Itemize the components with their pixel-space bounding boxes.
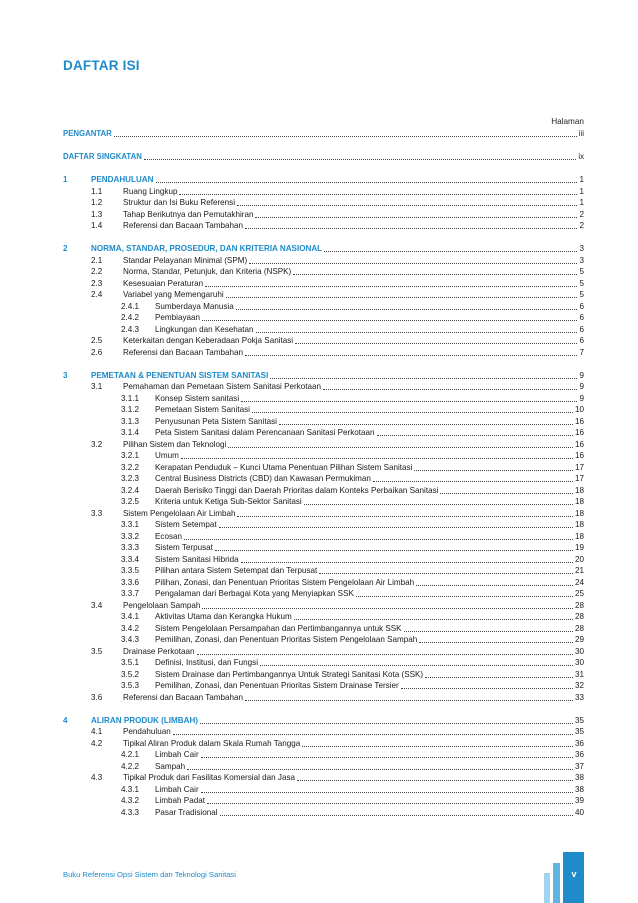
toc-entry-page: 33 — [574, 692, 584, 702]
toc-entry-page: 36 — [574, 738, 584, 748]
toc-entry-number: 3.3.2 — [121, 531, 140, 541]
toc-entry-label: Pasar Tradisional — [155, 807, 218, 817]
toc-entry-label: Sistem Setempat — [155, 520, 217, 529]
toc-entry-label: Pilihan, Zonasi, dan Penentuan Prioritas Sistem Pengelolaan Air Limbah — [155, 577, 415, 587]
toc-entry-page: 18 — [574, 508, 584, 518]
toc-entry-number: 3.2.2 — [121, 462, 140, 472]
toc-entry[interactable] — [63, 748, 584, 760]
toc-entry-page: 28 — [574, 600, 584, 610]
toc-entry-page: 38 — [574, 773, 584, 782]
toc-entry[interactable] — [63, 610, 584, 622]
toc-entry-number: 1.3 — [91, 209, 103, 219]
toc-entry-number: 2.6 — [91, 347, 103, 357]
toc-entry[interactable] — [63, 645, 584, 657]
toc-entry[interactable] — [63, 725, 584, 737]
toc-leader-dots — [201, 756, 573, 758]
toc-entry-page: 36 — [574, 750, 584, 759]
toc-entry-number: 3.1.2 — [121, 405, 140, 414]
toc-leader-dots — [179, 193, 577, 195]
toc-leader-dots — [414, 469, 573, 471]
toc-entry-page: 18 — [574, 531, 584, 541]
toc-entry[interactable] — [63, 311, 584, 323]
toc-entry[interactable] — [63, 691, 584, 703]
toc-entry[interactable] — [63, 530, 584, 542]
toc-entry-number: 3.4.3 — [121, 635, 140, 644]
toc-entry-number: 3.3.4 — [121, 554, 140, 564]
toc-entry-label: Referensi dan Bacaan Tambahan — [123, 692, 243, 702]
toc-entry-page: 16 — [574, 451, 584, 460]
halaman-label: Halaman — [551, 117, 584, 126]
toc-leader-dots — [197, 653, 573, 655]
toc-entry[interactable] — [63, 541, 584, 553]
toc-entry[interactable] — [63, 495, 584, 507]
toc-leader-dots — [440, 492, 573, 494]
toc-leader-dots — [319, 572, 573, 574]
toc-leader-dots — [324, 250, 577, 252]
toc-entry-page: 20 — [574, 554, 584, 564]
toc-entry-label: Pemilihan, Zonasi, dan Penentuan Prioritas Sistem Pengelolaan Sampah — [155, 635, 418, 644]
toc-leader-dots — [200, 722, 573, 724]
toc-entry-number: 2.4.3 — [121, 324, 140, 334]
toc-entry[interactable] — [63, 265, 584, 277]
toc-leader-dots — [245, 699, 573, 701]
toc-entry-page: 18 — [574, 520, 584, 529]
toc-entry-page: 3 — [579, 255, 584, 265]
toc-entry-label: Pilihan Sistem dan Teknologi — [123, 439, 227, 449]
toc-entry[interactable] — [63, 507, 584, 519]
toc-entry-number: 1.2 — [91, 198, 103, 207]
toc-entry[interactable] — [63, 438, 584, 450]
toc-leader-dots — [404, 630, 573, 632]
toc-entry-label: Pendahuluan — [123, 727, 171, 736]
toc-entry-page: 5 — [579, 267, 584, 276]
toc-entry-page: 31 — [574, 669, 584, 679]
toc-entry-label: Ruang Lingkup — [123, 186, 178, 196]
toc-entry-number: 3.5.1 — [121, 658, 140, 667]
toc-entry-page: 24 — [574, 577, 584, 587]
toc-leader-dots — [304, 503, 573, 505]
toc-entry-page: 25 — [574, 589, 584, 598]
toc-entry-page: 39 — [574, 796, 584, 805]
toc-entry-number: 3.3 — [91, 508, 103, 518]
toc-entry-page: 29 — [574, 635, 584, 644]
toc-leader-dots — [184, 538, 573, 540]
toc-entry-label: Sistem Pengelolaan Air Limbah — [123, 508, 236, 518]
toc-leader-dots — [228, 446, 573, 448]
toc-leader-dots — [295, 342, 577, 344]
toc-entry[interactable] — [63, 449, 584, 461]
toc-entry-page: 2 — [579, 209, 584, 219]
toc-entry[interactable] — [63, 737, 584, 749]
toc-leader-dots — [252, 411, 573, 413]
toc-entry-label: Drainase Perkotaan — [123, 646, 195, 656]
toc-entry-number: 3.6 — [91, 692, 103, 702]
toc-entry-number: 3.3.7 — [121, 589, 140, 598]
toc-leader-dots — [293, 273, 577, 275]
toc-entry[interactable] — [63, 472, 584, 484]
toc-entry-label: Limbah Padat — [155, 796, 205, 805]
toc-entry-number: 4.3 — [91, 773, 103, 782]
toc-entry-number: 1 — [63, 175, 68, 184]
toc-entry-label: Kriteria untuk Ketiga Sub-Sektor Sanitasi — [155, 497, 302, 506]
toc-entry-label: ALIRAN PRODUK (LIMBAH) — [91, 715, 199, 725]
toc-entry-label: Pengalaman dari Berbagai Kota yang Menyiapkan SSK — [155, 589, 354, 598]
toc-entry-number: 3.4.2 — [121, 623, 140, 633]
toc-entry[interactable] — [63, 656, 584, 668]
toc-entry-label: Peta Sistem Sanitasi dalam Perencanaan Sanitasi Perkotaan — [155, 428, 375, 437]
toc-leader-dots — [202, 319, 577, 321]
toc-entry[interactable] — [63, 323, 584, 335]
toc-entry-label: Aktivitas Utama dan Kerangka Hukum — [155, 612, 292, 621]
toc-entry[interactable] — [63, 484, 584, 496]
toc-entry[interactable] — [63, 633, 584, 645]
toc-entry-number: 2.1 — [91, 255, 103, 265]
toc-entry-label: Central Business Districts (CBD) dan Kawasan Permukiman — [155, 474, 371, 483]
toc-entry-number: 3.4 — [91, 600, 103, 610]
toc-entry[interactable] — [63, 150, 584, 162]
toc-entry-number: 2.2 — [91, 267, 103, 276]
toc-entry[interactable] — [63, 300, 584, 312]
toc-entry[interactable] — [63, 760, 584, 772]
toc-entry-label: Referensi dan Bacaan Tambahan — [123, 347, 243, 357]
toc-entry-page: 9 — [579, 393, 584, 403]
toc-entry[interactable] — [63, 173, 584, 185]
toc-entry-number: 3.3.3 — [121, 543, 140, 552]
toc-leader-dots — [260, 664, 573, 666]
toc-entry-number: 3.4.1 — [121, 612, 140, 621]
toc-entry-label: Tipikal Produk dari Fasilitas Komersial dan Jasa — [123, 773, 295, 782]
toc-entry[interactable] — [63, 380, 584, 392]
toc-entry-number: 3.1.1 — [121, 393, 140, 403]
toc-entry-label: Sistem Sanitasi Hibrida — [155, 554, 239, 564]
toc-entry-page: 1 — [579, 186, 584, 196]
toc-entry[interactable] — [63, 392, 584, 404]
toc-entry-label: Ecosan — [155, 531, 182, 541]
toc-leader-dots — [416, 584, 573, 586]
toc-entry-page: 5 — [579, 290, 584, 299]
toc-entry-label: Definisi, Institusi, dan Fungsi — [155, 658, 259, 667]
toc-leader-dots — [156, 181, 578, 183]
toc-entry-label: PENGANTAR — [63, 129, 112, 138]
toc-leader-dots — [219, 526, 573, 528]
toc-entry[interactable] — [63, 254, 584, 266]
toc-entry[interactable] — [63, 461, 584, 473]
toc-entry-number: 4 — [63, 715, 68, 725]
toc-leader-dots — [207, 802, 573, 804]
toc-entry-number: 1.4 — [91, 221, 103, 230]
toc-entry-page: 7 — [579, 347, 584, 357]
toc-leader-dots — [205, 285, 577, 287]
toc-entry[interactable] — [63, 587, 584, 599]
toc-entry-number: 3.1.3 — [121, 416, 140, 426]
toc-leader-dots — [226, 296, 578, 298]
toc-leader-dots — [279, 423, 573, 425]
toc-leader-dots — [202, 607, 573, 609]
toc-entry-number: 3.1 — [91, 382, 103, 391]
toc-leader-dots — [173, 733, 573, 735]
toc-entry-page: ix — [578, 152, 584, 161]
toc-entry[interactable] — [63, 127, 584, 139]
toc-entry-label: PENDAHULUAN — [91, 175, 154, 184]
toc-entry[interactable] — [63, 553, 584, 565]
toc-entry-number: 4.2.2 — [121, 761, 140, 771]
toc-entry-page: 35 — [574, 715, 584, 725]
toc-entry-number: 4.2.1 — [121, 750, 140, 759]
toc-entry-number: 2.4 — [91, 290, 103, 299]
toc-entry-number: 3.5.3 — [121, 681, 140, 690]
toc-entry-label: DAFTAR SINGKATAN — [63, 152, 142, 161]
toc-entry-label: Pemilihan, Zonasi, dan Penentuan Prioritas Sistem Drainase Tersier — [155, 681, 399, 690]
toc-entry-page: 32 — [574, 681, 584, 690]
toc-entry-label: Tahap Berikutnya dan Pemutakhiran — [123, 209, 254, 219]
toc-entry-label: Standar Pelayanan Minimal (SPM) — [123, 255, 248, 265]
toc-entry[interactable] — [63, 564, 584, 576]
toc-entry-label: Variabel yang Memengaruhi — [123, 290, 224, 299]
toc-entry-page: 21 — [574, 566, 584, 575]
toc-entry-page: 5 — [579, 278, 584, 288]
toc-entry-page: 3 — [579, 244, 584, 253]
toc-entry[interactable] — [63, 576, 584, 588]
toc-leader-dots — [419, 641, 573, 643]
toc-entry-number: 2.4.2 — [121, 313, 140, 322]
toc-leader-dots — [245, 227, 577, 229]
toc-entry[interactable] — [63, 403, 584, 415]
toc-entry-page: 28 — [574, 623, 584, 633]
toc-leader-dots — [323, 388, 578, 390]
toc-entry-label: PEMETAAN & PENENTUAN SISTEM SANITASI — [91, 370, 269, 380]
toc-entry-number: 4.1 — [91, 727, 103, 736]
toc-entry-label: Pembiayaan — [155, 313, 200, 322]
toc-entry[interactable] — [63, 518, 584, 530]
toc-entry-page: 9 — [579, 370, 584, 380]
toc-leader-dots — [187, 768, 573, 770]
toc-entry-label: Referensi dan Bacaan Tambahan — [123, 221, 243, 230]
toc-entry-page: 30 — [574, 658, 584, 667]
toc-entry[interactable] — [63, 288, 584, 300]
toc-leader-dots — [215, 549, 573, 551]
toc-entry-number: 3.5.2 — [121, 669, 140, 679]
toc-entry-label: Pilihan antara Sistem Setempat dan Terpusat — [155, 566, 318, 575]
toc-leader-dots — [270, 377, 577, 379]
toc-entry-label: Konsep Sistem sanitasi — [155, 393, 240, 403]
toc-entry-number: 4.2 — [91, 738, 103, 748]
deco-bar-light — [544, 873, 550, 903]
toc-entry-page: 30 — [574, 646, 584, 656]
toc-leader-dots — [294, 618, 573, 620]
toc-entry-number: 3.2.1 — [121, 451, 140, 460]
toc-entry-page: 16 — [574, 416, 584, 426]
toc-entry[interactable] — [63, 599, 584, 611]
toc-entry[interactable] — [63, 668, 584, 680]
toc-entry-number: 2.4.1 — [121, 301, 140, 311]
toc-leader-dots — [241, 561, 573, 563]
toc-leader-dots — [373, 480, 573, 482]
toc-entry-label: Pengelolaan Sampah — [123, 600, 201, 610]
toc-entry[interactable] — [63, 277, 584, 289]
toc-entry-page: 1 — [579, 198, 584, 207]
toc-leader-dots — [249, 262, 577, 264]
toc-entry-label: Struktur dan Isi Buku Referensi — [123, 198, 236, 207]
toc-entry-label: Norma, Standar, Petunjuk, dan Kriteria (NSPK) — [123, 267, 292, 276]
toc-leader-dots — [237, 515, 573, 517]
toc-entry-number: 4.3.1 — [121, 784, 140, 794]
toc-entry-number: 2.5 — [91, 336, 103, 345]
toc-entry-page: 38 — [574, 784, 584, 794]
toc-entry-label: Pemetaan Sistem Sanitasi — [155, 405, 250, 414]
toc-entry-page: 35 — [574, 727, 584, 736]
toc-entry-label: Sumberdaya Manusia — [155, 301, 234, 311]
toc-entry[interactable] — [63, 196, 584, 208]
toc-entry-label: Pemahaman dan Pemetaan Sistem Sanitasi Perkotaan — [123, 382, 321, 391]
toc-entry-page: 6 — [579, 313, 584, 322]
toc-leader-dots — [256, 331, 578, 333]
toc-entry[interactable] — [63, 334, 584, 346]
toc-entry-number: 3.3.5 — [121, 566, 140, 575]
toc-leader-dots — [236, 308, 578, 310]
toc-leader-dots — [220, 814, 573, 816]
toc-entry-label: Sistem Pengelolaan Persampahan dan Pertimbangannya untuk SSK — [155, 623, 402, 633]
toc-entry[interactable] — [63, 783, 584, 795]
toc-entry[interactable] — [63, 346, 584, 358]
toc-entry-number: 2 — [63, 244, 68, 253]
toc-entry-page: 6 — [579, 301, 584, 311]
toc-entry-label: Kesesuaian Peraturan — [123, 278, 204, 288]
toc-leader-dots — [241, 400, 577, 402]
toc-entry-number: 1.1 — [91, 186, 103, 196]
toc-entry-page: 2 — [579, 221, 584, 230]
toc-entry-label: Umum — [155, 451, 179, 460]
toc-entry-number: 3.2.4 — [121, 485, 140, 495]
toc-entry-label: Sampah — [155, 761, 186, 771]
toc-entry-number: 3.1.4 — [121, 428, 140, 437]
toc-entry-label: Sistem Drainase dan Pertimbangannya Untuk Strategi Sanitasi Kota (SSK) — [155, 669, 424, 679]
toc-leader-dots — [181, 457, 573, 459]
toc-entry-page: 17 — [574, 462, 584, 472]
toc-entry-page: 6 — [579, 324, 584, 334]
toc-leader-dots — [144, 158, 577, 160]
toc-entry-number: 3.2.3 — [121, 474, 140, 483]
toc-entry-label: Daerah Berisiko Tinggi dan Daerah Prioritas dalam Konteks Perbaikan Sanitasi — [155, 485, 439, 495]
deco-bar-mid — [553, 863, 560, 903]
toc-entry-label: Limbah Cair — [155, 750, 199, 759]
toc-entry[interactable] — [63, 415, 584, 427]
toc-entry[interactable] — [63, 208, 584, 220]
toc-entry-page: 6 — [579, 336, 584, 345]
toc-leader-dots — [377, 434, 573, 436]
toc-entry[interactable] — [63, 622, 584, 634]
toc-entry-page: 16 — [574, 439, 584, 449]
page-number: v — [571, 869, 577, 879]
toc-entry[interactable] — [63, 219, 584, 231]
toc-leader-dots — [302, 745, 573, 747]
toc-entry-label: Limbah Cair — [155, 784, 199, 794]
toc-entry[interactable] — [63, 426, 584, 438]
toc-entry-page: 37 — [574, 761, 584, 771]
page-title: DAFTAR ISI — [63, 58, 140, 73]
toc-entry[interactable] — [63, 242, 584, 254]
toc-entry-page: 17 — [574, 474, 584, 483]
toc-entry-page: 9 — [579, 382, 584, 391]
toc-entry-number: 4.3.2 — [121, 796, 140, 805]
toc-entry-label: Kerapatan Penduduk – Kunci Utama Penentuan Pilihan Sistem Sanitasi — [155, 462, 413, 472]
toc-entry[interactable] — [63, 794, 584, 806]
toc-entry-page: 40 — [574, 807, 584, 817]
toc-entry-number: 2.3 — [91, 278, 103, 288]
footer-text: Buku Referensi Opsi Sistem dan Teknologi Sanitasi — [63, 870, 236, 879]
toc-entry-page: 16 — [574, 428, 584, 437]
toc-entry-label: Tipikal Aliran Produk dalam Skala Rumah Tangga — [123, 738, 301, 748]
toc-entry-label: Penyusunan Peta Sistem Sanitasi — [155, 416, 277, 426]
toc-entry-label: Sistem Terpusat — [155, 543, 213, 552]
toc-entry-page: 1 — [579, 175, 584, 184]
toc-entry-page: 10 — [574, 405, 584, 414]
toc-leader-dots — [297, 779, 573, 781]
toc-entry-page: 19 — [574, 543, 584, 552]
toc-leader-dots — [201, 791, 573, 793]
toc-leader-dots — [425, 676, 573, 678]
toc-entry[interactable] — [63, 369, 584, 381]
toc-entry-label: Keterkaitan dengan Keberadaan Pokja Sanitasi — [123, 336, 294, 345]
toc-entry-page: 18 — [574, 497, 584, 506]
toc-entry[interactable] — [63, 771, 584, 783]
toc-entry[interactable] — [63, 806, 584, 818]
toc-entry-number: 3.2 — [91, 439, 103, 449]
toc-entry[interactable] — [63, 679, 584, 691]
toc-entry-number: 4.3.3 — [121, 807, 140, 817]
toc-leader-dots — [245, 354, 577, 356]
toc-leader-dots — [255, 216, 577, 218]
toc-entry-number: 3.5 — [91, 646, 103, 656]
toc-leader-dots — [401, 687, 573, 689]
toc-entry-number: 3.2.5 — [121, 497, 140, 506]
toc-entry[interactable] — [63, 714, 584, 726]
toc-entry-page: 28 — [574, 612, 584, 621]
toc-entry[interactable] — [63, 185, 584, 197]
toc-entry-number: 3.3.6 — [121, 577, 140, 587]
toc-leader-dots — [237, 204, 577, 206]
toc-leader-dots — [356, 595, 573, 597]
toc-entry-label: Lingkungan dan Kesehatan — [155, 324, 254, 334]
toc-entry-number: 3.3.1 — [121, 520, 140, 529]
toc-entry-page: 18 — [574, 485, 584, 495]
toc-entry-label: NORMA, STANDAR, PROSEDUR, DAN KRITERIA NASIONAL — [91, 244, 323, 253]
toc-leader-dots — [114, 135, 577, 137]
toc-entry-page: iii — [578, 129, 584, 138]
toc-entry-number: 3 — [63, 370, 68, 380]
